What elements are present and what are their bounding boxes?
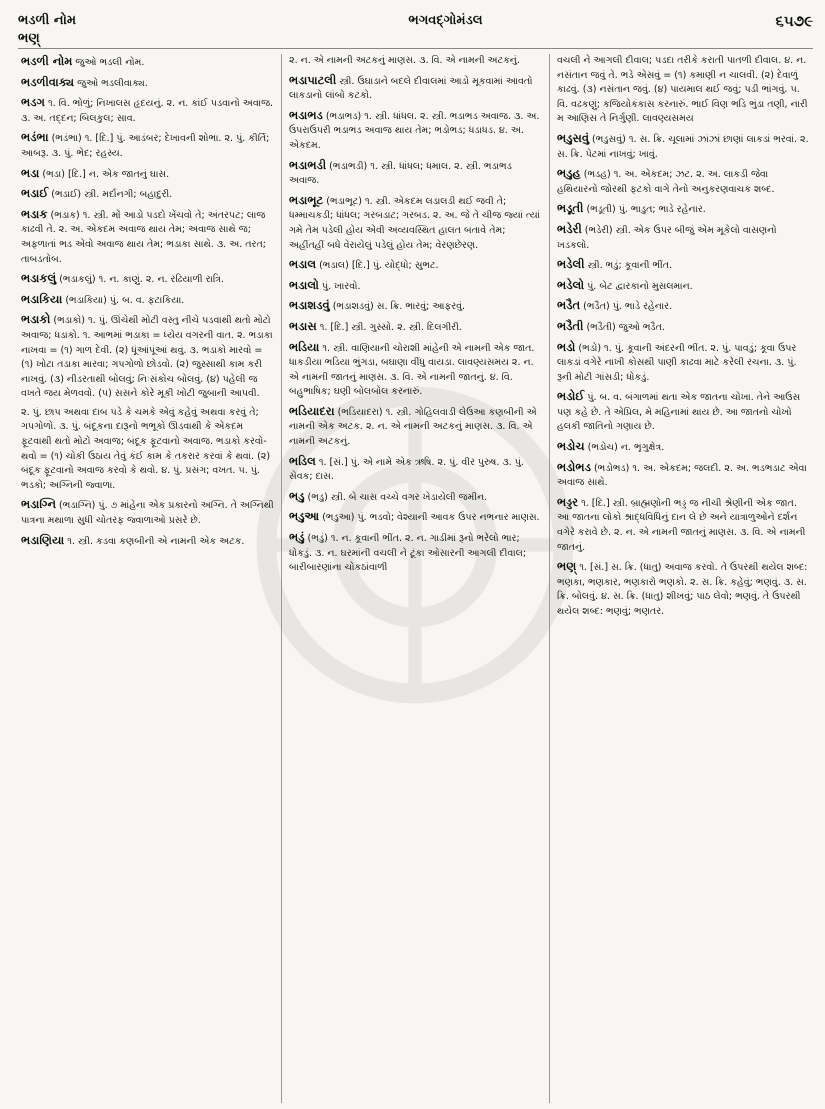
entry-definition: ૧. [સં.] સ. ક્રિ. (ધાતુ) અવાજ કરવો. તે ઉપરથી થયેલ શબ્દ: ભણકા, ભણકાર, ભણકારો ભણકો. ૨. સ. ક્રિ. કહેવું; ભણવું. ૩. સ. ક્રિ. બોલવું. ૪. સ. ક્રિ. (ધાતુ) શીખવું; પાઠ લેવો; ભણવું. તે ઉપરથી થયેલ શબ્દ: ભણવું; ભણતર.: [557, 562, 808, 617]
dictionary-entry: [21, 130, 274, 161]
dictionary-entry: [289, 73, 542, 104]
dictionary-entry: [289, 278, 542, 295]
entry-definition: ૨. ન. એ નામની અટકનું માણસ. ૩. વિ. એ નામની અટકનું.: [289, 55, 520, 66]
dictionary-entry: [289, 319, 542, 336]
dictionary-entry: [21, 207, 274, 267]
entry-definition: (ભડાલ) [દિ.] પું. યોદ્ધો; સુભટ.: [319, 260, 439, 272]
dictionary-entry: [21, 95, 274, 126]
entry-headword: ભડૈતી: [557, 318, 584, 333]
entry-definition: (ભડુસવું) ૧. સ. ક્રિ. ચૂલામાં ઝાંઝાં છાણાં લાકડાં ભરવાં. ૨. સ. ક્રિ. પેટમાં નાખવું; ખાવું.: [557, 133, 809, 160]
entry-headword: ભડાઈ: [21, 186, 49, 201]
entry-headword: ભડાશડવું: [289, 298, 330, 313]
dictionary-entry: [21, 406, 274, 494]
entry-headword: ભડ્ડર: [557, 494, 579, 509]
entry-headword: ભડેલો: [557, 277, 585, 292]
dictionary-entry: [557, 166, 810, 197]
entry-headword: ભડુ: [289, 488, 305, 503]
entry-headword: ભડાલો: [289, 277, 319, 292]
dictionary-entry: [289, 454, 542, 485]
dictionary-columns: [14, 54, 817, 1103]
dictionary-entry: [21, 186, 274, 203]
entry-definition: (ભડેરી) સ્ત્રી. એક ઉપર બીજું એમ મૂકેલો વાસણનો ખડકલો.: [557, 224, 777, 251]
entry-definition: ૧. વિ. ભોળું; નિખાલસ હૃદયનું. ૨. ન. કાંઈ પડવાનો અવાજ. ૩. અ. તદ્દન; બિલકુલ; સાવ.: [21, 98, 274, 124]
dictionary-entry: [21, 533, 274, 550]
dictionary-entry: [289, 158, 542, 189]
entry-definition: ૧. [સં.] પું. એ નામે એક ઋષિ. ૨. પું. વીર પુરુષ. ૩. પું. સેવક; દાસ.: [289, 456, 524, 483]
entry-definition: (ભડાગ્નિ) પું. ૭ માંહેના એક પ્રકારનો અગ્નિ. તે અગ્નિથી પાત્રના મથાળા સુધી ચોતરફ જ્વાળાઓ પ્રસરે છે.: [21, 500, 274, 527]
page-header: [18, 12, 813, 49]
entry-definition: (ભડાક) ૧. સ્ત્રી. મોં આડો પડદો ખેંચવો તે; અંતરપટ; લાજ કાઢવી તે. ૨. અ. એકદમ અવાજ થાય તેમ; અવાજ સાથે જ; અફળાતાં ભડ એવો અવાજ થાય તેમ; ભડાકા સાથે. ૩. અ. તરત; તાબડતોબ.: [21, 209, 266, 265]
entry-definition: (ભડિયાદરા) ૧. સ્ત્રી. ગોહિલવાડી લેઉઆ કણબીની એ નામની એક અટક. ૨. ન. એ નામની અટકનું માણસ. ૩. વિ. એ નામની અટકનું.: [289, 406, 537, 448]
entry-definition: (ભડાઈ) સ્ત્રી. મર્દાનગી; બહાદુરી.: [51, 189, 173, 201]
dictionary-entry: [557, 54, 810, 127]
dictionary-entry: [21, 166, 274, 183]
header-left: [18, 12, 198, 48]
entry-headword: ભડેલી: [557, 257, 585, 272]
entry-definition: વચલી ને આગલી દીવાલ; પડદા તરીકે કરાતી પાતળી દીવાલ. ૪. ન. નસંતાન જવું તે. ભડે એસવું = (૧) કમાણી ન ચાલવી. (૨) દેવાળું કાઢવું. (૩) નસંતાન જવું. (૪) પાયમાલ થઈ જવું; પડી ભાંગવું. ૫. વિ. વઢકણું; કજિયોકંકાસ કરનારું. ભાઈ વિણ ભડિ ભુંડા તણી, નારી મ આણિસ તે નિર્ગુણી. લાવણ્યસમય: [557, 55, 808, 125]
entry-definition: (ભડાકિયા) પું. બ. વ. ફટાકિયા.: [65, 294, 185, 306]
entry-definition: ૧. [દિ.] સ્ત્રી. બ્રાહ્મણોની ભડ્ડ જ નીચી શ્રેણીની એક જાત. આ જાતના લોકો શ્રાદ્ધવિધિનું દાન લે છે અને યાત્રાળુઓને દર્શન વગેરે કરાવે છે. ૨. ન. એ નામની જાતનું માણસ. ૩. વિ. એ નામની જાતનું.: [557, 497, 806, 553]
dictionary-entry: [289, 509, 542, 526]
dictionary-entry: [557, 222, 810, 253]
header-left-title: ભડળી નોમ: [18, 13, 77, 28]
entry-definition: ૧. સ્ત્રી. કડવા કણબીની એ નામની એક અટક.: [67, 535, 245, 547]
entry-headword: ભડોચ: [557, 439, 585, 454]
entry-headword: ભડાગ્નિ: [21, 497, 57, 512]
entry-headword: ભડો: [557, 339, 576, 354]
column-3: [549, 54, 817, 1103]
entry-headword: ભડાપાટલી: [289, 72, 337, 87]
dictionary-entry: [289, 340, 542, 400]
entry-headword: ભડું: [289, 530, 305, 545]
entry-definition: (ભડાકલું) ૧. ન. કાણું. ૨. ન. રઢિયાળી રાત્રિ.: [59, 274, 224, 286]
dictionary-entry: [557, 319, 810, 336]
dictionary-entry: [21, 75, 274, 92]
entry-definition: પું. બ. વ. બંગાળમાં થતા એક જાતના ચોખા. તેને આઉસ પણ કહે છે. તે એપ્રિલ, મે મહિનામાં થાય છે. આ જાતનો ચોખો હલકી જાતિનો ગણાય છે.: [557, 392, 801, 433]
dictionary-entry: [557, 201, 810, 218]
dictionary-entry: [557, 389, 810, 435]
dictionary-entry: [289, 54, 542, 69]
entry-definition: (ભડાભૂટ) ૧. સ્ત્રી. એકદમ લડાલડી થઈ જવી તે; ધમ્માચકડી; ધાંધલ; ગરબડાટ; ગરબડ. ૨. અ. જે તે ચીજ જ્યાં ત્યાં ગમે તેમ પડેલી હોય એવી અવ્યવસ્થિત હાલત બતાવે તેમ; અહીંતહીં બધે વેરાયેલું પડેલું હોય તેમ; વેરણછેરણ.: [289, 195, 541, 251]
dictionary-entry: [557, 495, 810, 555]
entry-definition: સ્ત્રી. ભડું; કૂવાની ભીંત.: [587, 260, 673, 272]
entry-definition: પું. બેટ દ્વારકાનો મુસલમાન.: [587, 280, 693, 292]
entry-headword: ભડોભડ: [557, 459, 591, 474]
entry-definition: ૧. સ્ત્રી. વાણિયાની ચોરાશી માંહેની એ નામની એક જાત. ધાકડીયા ભડિયા ભુંગડા, બઘાણા વીંધુ વાયડા. લાવણ્યસમય ૨. ન. એ નામની જાતનું માણસ. ૩. વિ. એ નામની જાતનું. ૪. વિ. બહુભાષિક; ઘણી બોલબોલ કરનારું.: [289, 342, 535, 398]
entry-definition: (ભડાશડવું) સ. ક્રિ. ભારવું; આફરવું.: [332, 301, 466, 313]
entry-definition: (ભડુ) સ્ત્રી. બે ચાસ વચ્ચે વગર ખેડાયેલી જમીન.: [307, 491, 488, 503]
entry-definition: (ભડું) ૧. ન. કૂવાની ભીંત. ૨. ન. ગાડીમાં રૂનો ભરેલો ભાર; ધોકડું. ૩. ન. ઘરમાંની વચલી ને ટૂંકા ઓસારની આગલી દીવાલ; બારીબારણાંના ચોકઠાંવાળી: [289, 533, 527, 574]
entry-definition: (ભડોચ) ન. ભૃગુક્ષેત્ર.: [587, 442, 665, 454]
dictionary-entry: [289, 530, 542, 576]
page-number: ૬૫૭૯: [775, 12, 813, 30]
dictionary-entry: [21, 54, 274, 71]
entry-headword: ભડિયા: [289, 339, 320, 354]
dictionary-entry: [289, 193, 542, 253]
entry-headword: ભડળી નોમ: [21, 54, 73, 68]
entry-definition: (ભડુઆ) પું. ભડવો; વેશ્યાની આવક ઉપર નભનાર માણસ.: [322, 512, 540, 524]
entry-headword: ભડોઈ: [557, 389, 585, 404]
dictionary-entry: [557, 278, 810, 295]
entry-definition: (ભડાભડી) ૧. સ્ત્રી. ધાંધલ; ધમાલ. ૨. સ્ત્રી. ભડાભડ અવાજ.: [289, 160, 512, 187]
dictionary-entry: [21, 497, 274, 528]
dictionary-entry: [289, 298, 542, 315]
column-2: [281, 54, 549, 1103]
dictionary-entry: [289, 404, 542, 450]
dictionary-entry: [289, 257, 542, 274]
entry-headword: ભડા: [21, 165, 40, 180]
entry-definition: (ભડૂતી) પું. ભાડુત; ભાડે રહેનાર.: [586, 204, 706, 216]
dictionary-entry: [21, 271, 274, 288]
entry-definition: ૧. [દિ.] સ્ત્રી. ગુસ્સો. ૨. સ્ત્રી. દિલગીરી.: [319, 321, 462, 333]
entry-headword: ભડંભા: [21, 130, 49, 145]
dictionary-entry: [557, 340, 810, 386]
entry-definition: (ભડાકો) ૧. પું. ઊંચેથી મોટી વસ્તુ નીચે પડવાથી થતો મોટો અવાજ; ધડાકો. ૧. આભમાં ભડાકા = ધ્યેય વગરની વાત. ૨. ભડાકા નાખવા = (૧) ગાળ દેવી. (૨) ધૂંઆંપૂંઆં થવું. ૩. ભડાકો મારવો = (૧) ખોટા તડાકા મારવા; ગપગોળો છોડવો. (૨) જુસ્સાથી કામ કરી નાખવું. (૩) નીડરતાથી બોલવું; નિઃસંકોચ બોલવું. (૪) પહેલી જ વખતે જય મેળવવો. (૫) સસને કોરે મૂકી ખોટી જુબાની આપવી.: [21, 315, 273, 400]
dictionary-entry: [21, 292, 274, 309]
dictionary-entry: [557, 439, 810, 456]
entry-definition: સ્ત્રી. ઉઘાડાને બદલે દીવાલમાં આડો મૂકવામાં આવતો લાકડાનો લાંબો કટકો.: [289, 75, 533, 102]
entry-headword: ભડાલ: [289, 257, 317, 272]
entry-definition: જુઓ ભડલી નોમ.: [75, 57, 145, 68]
entry-headword: ભડાક: [21, 206, 48, 221]
dictionary-entry: [289, 489, 542, 506]
entry-definition: (ભડહ) ૧. અ. એકદમ; ઝટ. ૨. અ. લાકડી જેવા હથિયારનો જોરથી ફટકો વાગે તેનો અનુકરણવાચક શબ્દ.: [557, 169, 775, 195]
dictionary-entry: [289, 108, 542, 154]
column-1: [14, 54, 281, 1103]
entry-headword: ભડાભડ: [289, 107, 323, 122]
entry-headword: ભડાભડી: [289, 157, 327, 172]
entry-definition: (ભડંભા) ૧. [દિ.] પું. આડંબર; દેખાવની શોભા. ૨. પું. કીર્તિ; આબરૂ. ૩. પું. ભેદ; રહસ્ય.: [21, 133, 270, 159]
entry-headword: ભડુહ: [557, 166, 581, 181]
entry-definition: (ભડોભડ) ૧. અ. એકદમ; જલદી. ૨. અ. ભડભડાટ એવા અવાજ સાથે.: [557, 462, 807, 489]
entry-headword: ભડાસ: [289, 318, 317, 333]
entry-definition: જુઓ ભડલીવાક્ય.: [77, 77, 148, 89]
entry-headword: ભડુઆ: [289, 509, 320, 524]
entry-headword: ભડાકો: [21, 312, 51, 327]
entry-headword: ભડાકિયા: [21, 291, 63, 306]
entry-definition: (ભડા) [દિ.] ન. એક જાતનું ઘાસ.: [42, 168, 170, 180]
dictionary-entry: [21, 312, 274, 402]
entry-headword: ભડાકલું: [21, 271, 57, 286]
dictionary-entry: [557, 257, 810, 274]
entry-definition: (ભડો) ૧. પું. કૂવાની અંદરની ભીંત. ૨. પું. પાવડું; કૂવા ઉપર લાકડાં વગેરે નાખી કોસથી પાણી કાઢવા માટે કરેલી રચના. ૩. પું. રૂની મોટી ગાંસડી; ધોકડું.: [557, 342, 797, 383]
entry-headword: ભડૈત: [557, 298, 581, 313]
entry-definition: (ભડાભડ) ૧. સ્ત્રી. ધાંધલ. ૨. સ્ત્રી. ભડાભડ અવાજ. ૩. અ. ઉપરાઉપરી ભડાભડ અવાજ થાય તેમ; ભડોભડ; ધડાધડ. ૪. અ. એકદમ.: [289, 110, 540, 151]
entry-headword: ભડિયાદરા: [289, 403, 335, 418]
entry-headword: ભડગ: [21, 95, 45, 110]
entry-headword: ભડિલ: [289, 453, 316, 468]
entry-definition: (ભડૈતી) જુઓ ભડૈત.: [586, 321, 665, 333]
dictionary-entry: [557, 559, 810, 619]
dictionary-entry: [557, 298, 810, 315]
entry-headword: ભડૂતી: [557, 201, 584, 216]
page-title: ભગવદ્ગોમંડલ: [408, 13, 483, 28]
entry-definition: (ભડૈત) પું. ભાડે રહેનાર.: [583, 301, 673, 313]
entry-headword: ભડુસવું: [557, 130, 589, 145]
entry-headword: ભડાણિયા: [21, 532, 65, 547]
entry-headword: ભડાભૂટ: [289, 192, 324, 207]
dictionary-entry: [557, 131, 810, 162]
entry-headword: ભડળીવાક્ય: [21, 74, 75, 89]
entry-headword: ભડેરી: [557, 221, 582, 236]
dictionary-entry: [557, 460, 810, 491]
header-left-subtitle: ભણ્: [18, 31, 40, 46]
entry-headword: ભણ્: [557, 559, 577, 574]
entry-definition: ૨. પું. છાપ અથવા દાબ પડે કે ચમકે એવું કહેવું અથવા કરવું તે; ગપગોળો. ૩. પું. બંદૂકના દારૂનો ભભૂકો ઊડવાથી કે એકદમ ફૂટવાથી થતો મોટો અવાજ; બંદૂક ફૂટવાનો અવાજ. ભડાકો કરવો-થવો = (૧) ચોકી ઉઠાય તેવું કંઈ કામ કે તકરાર કરવાં કે થવાં. (૨) બંદૂક ફૂટવાનો અવાજ કરવો કે થવો. ૪. પું. પ્રસંગ; વખત. ૫. પું. ભડકો; અગ્નિની જ્વાળા.: [21, 406, 271, 491]
entry-definition: પું. ખારવો.: [321, 280, 361, 292]
